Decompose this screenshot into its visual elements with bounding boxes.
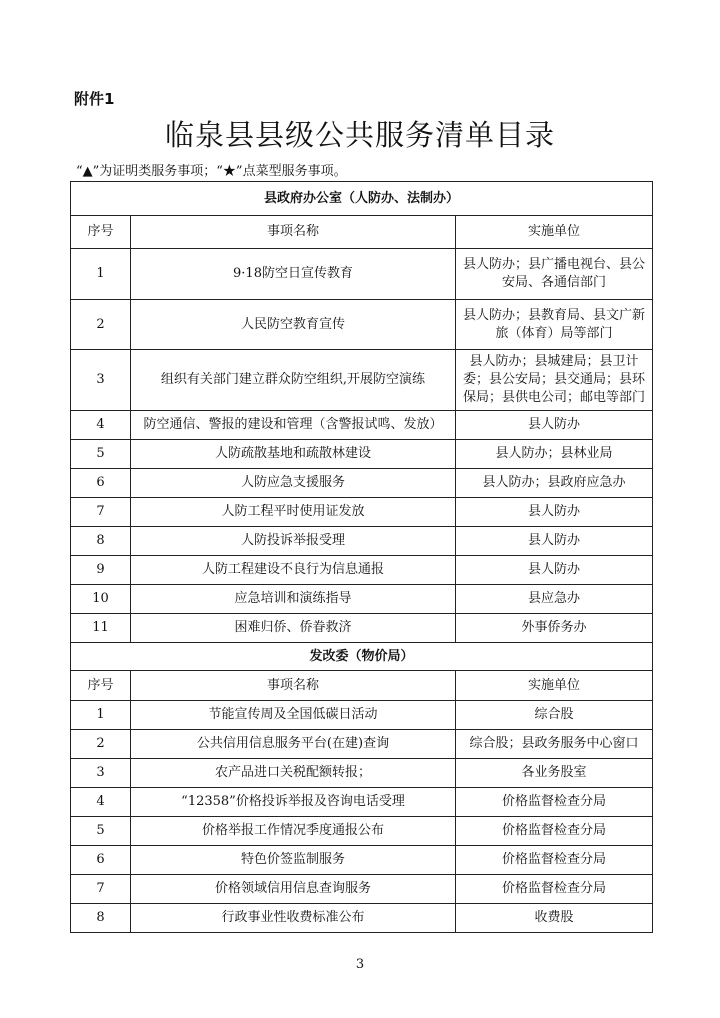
section-title: 发改委（物价局） bbox=[71, 643, 653, 671]
row-unit: 价格监督检查分局 bbox=[456, 817, 653, 846]
row-unit: 综合股 bbox=[456, 701, 653, 730]
row-item: 人民防空教育宣传 bbox=[131, 300, 456, 350]
table-row bbox=[71, 440, 653, 469]
row-no: 9 bbox=[71, 556, 131, 585]
row-no: 5 bbox=[71, 440, 131, 469]
row-no: 6 bbox=[71, 469, 131, 498]
table-row bbox=[71, 527, 653, 556]
row-unit: 县应急办 bbox=[456, 585, 653, 614]
row-item: 价格领域信用信息查询服务 bbox=[131, 875, 456, 904]
row-item: 农产品进口关税配额转报； bbox=[131, 759, 456, 788]
header-unit: 实施单位 bbox=[456, 216, 653, 249]
table-row bbox=[71, 788, 653, 817]
row-unit: 县人防办 bbox=[456, 498, 653, 527]
row-unit: 县人防办；县林业局 bbox=[456, 440, 653, 469]
column-header-row bbox=[71, 671, 653, 701]
row-unit: 价格监督检查分局 bbox=[456, 846, 653, 875]
row-unit: 价格监督检查分局 bbox=[456, 875, 653, 904]
row-no: 1 bbox=[71, 701, 131, 730]
row-unit: 收费股 bbox=[456, 904, 653, 933]
row-item: 防空通信、警报的建设和管理（含警报试鸣、发放） bbox=[131, 411, 456, 440]
row-no: 6 bbox=[71, 846, 131, 875]
page-number: 3 bbox=[355, 957, 365, 972]
row-no: 8 bbox=[71, 904, 131, 933]
row-no: 3 bbox=[71, 759, 131, 788]
row-item: 人防工程建设不良行为信息通报 bbox=[131, 556, 456, 585]
row-unit: 各业务股室 bbox=[456, 759, 653, 788]
column-header-row bbox=[71, 216, 653, 249]
table-row bbox=[71, 249, 653, 300]
attachment-label: 附件1 bbox=[74, 90, 115, 108]
table-row bbox=[71, 469, 653, 498]
section-header-row bbox=[71, 643, 653, 671]
row-item: 价格举报工作情况季度通报公布 bbox=[131, 817, 456, 846]
header-unit: 实施单位 bbox=[456, 671, 653, 701]
row-unit: 县人防办；县城建局；县卫计委；县公安局；县交通局；县环保局；县供电公司；邮电等部门 bbox=[456, 350, 653, 411]
table-row bbox=[71, 411, 653, 440]
row-item: 人防疏散基地和疏散林建设 bbox=[131, 440, 456, 469]
legend-note: “▲”为证明类服务事项；“★”点菜型服务事项。 bbox=[76, 164, 347, 179]
header-item: 事项名称 bbox=[131, 216, 456, 249]
row-unit: 外事侨务办 bbox=[456, 614, 653, 643]
table-row bbox=[71, 759, 653, 788]
row-no: 7 bbox=[71, 875, 131, 904]
row-item: 9·18防空日宣传教育 bbox=[131, 249, 456, 300]
row-unit: 县人防办；县广播电视台、县公安局、各通信部门 bbox=[456, 249, 653, 300]
row-item: “12358”价格投诉举报及咨询电话受理 bbox=[131, 788, 456, 817]
row-item: 人防应急支援服务 bbox=[131, 469, 456, 498]
header-no: 序号 bbox=[71, 216, 131, 249]
table-row bbox=[71, 350, 653, 411]
table-row bbox=[71, 904, 653, 933]
section-header-row bbox=[71, 182, 653, 216]
header-no: 序号 bbox=[71, 671, 131, 701]
row-no: 5 bbox=[71, 817, 131, 846]
table-row bbox=[71, 585, 653, 614]
row-unit: 县人防办 bbox=[456, 411, 653, 440]
row-no: 1 bbox=[71, 249, 131, 300]
row-item: 困难归侨、侨眷救济 bbox=[131, 614, 456, 643]
row-no: 8 bbox=[71, 527, 131, 556]
table-row bbox=[71, 846, 653, 875]
row-item: 行政事业性收费标准公布 bbox=[131, 904, 456, 933]
row-no: 4 bbox=[71, 788, 131, 817]
table-row bbox=[71, 817, 653, 846]
row-unit: 综合股；县政务服务中心窗口 bbox=[456, 730, 653, 759]
row-no: 11 bbox=[71, 614, 131, 643]
table-row bbox=[71, 556, 653, 585]
table-row bbox=[71, 614, 653, 643]
page-title: 临泉县县级公共服务清单目录 bbox=[164, 118, 555, 152]
table-row bbox=[71, 498, 653, 527]
row-item: 组织有关部门建立群众防空组织,开展防空演练 bbox=[131, 350, 456, 411]
row-unit: 价格监督检查分局 bbox=[456, 788, 653, 817]
row-item: 公共信用信息服务平台(在建)查询 bbox=[131, 730, 456, 759]
row-no: 7 bbox=[71, 498, 131, 527]
row-item: 人防投诉举报受理 bbox=[131, 527, 456, 556]
table-row bbox=[71, 730, 653, 759]
section-title: 县政府办公室（人防办、法制办） bbox=[71, 182, 653, 216]
table-row bbox=[71, 875, 653, 904]
row-item: 应急培训和演练指导 bbox=[131, 585, 456, 614]
row-unit: 县人防办；县政府应急办 bbox=[456, 469, 653, 498]
row-unit: 县人防办；县教育局、县文广新旅（体育）局等部门 bbox=[456, 300, 653, 350]
row-no: 10 bbox=[71, 585, 131, 614]
row-unit: 县人防办 bbox=[456, 527, 653, 556]
row-no: 4 bbox=[71, 411, 131, 440]
service-list-table bbox=[70, 181, 653, 933]
table-row bbox=[71, 300, 653, 350]
row-item: 人防工程平时使用证发放 bbox=[131, 498, 456, 527]
row-no: 3 bbox=[71, 350, 131, 411]
row-item: 节能宣传周及全国低碳日活动 bbox=[131, 701, 456, 730]
table-row bbox=[71, 701, 653, 730]
header-item: 事项名称 bbox=[131, 671, 456, 701]
row-no: 2 bbox=[71, 300, 131, 350]
row-no: 2 bbox=[71, 730, 131, 759]
row-unit: 县人防办 bbox=[456, 556, 653, 585]
row-item: 特色价签监制服务 bbox=[131, 846, 456, 875]
